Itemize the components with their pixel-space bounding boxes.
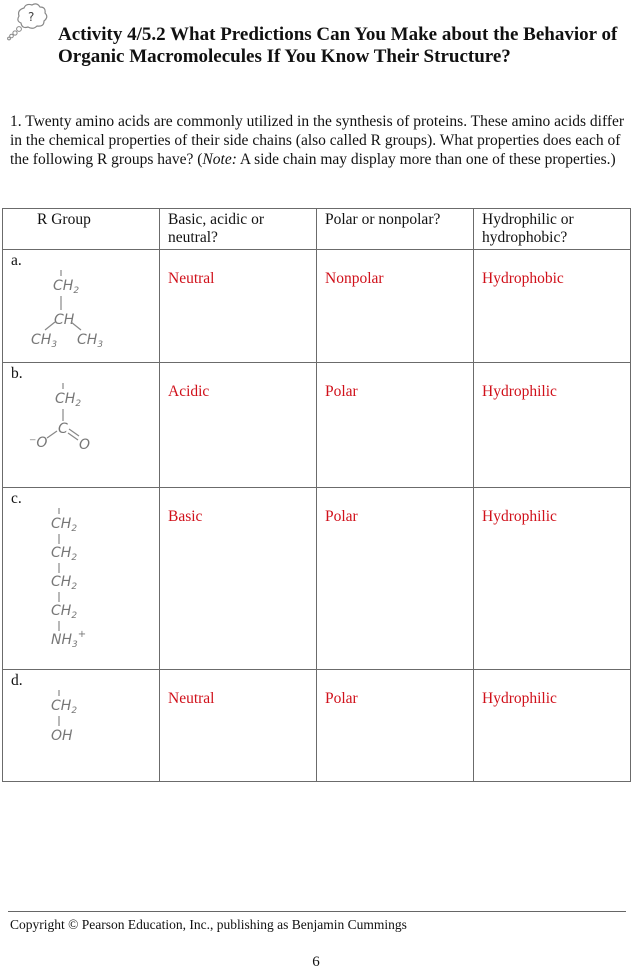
- answer-charge: Neutral: [168, 690, 215, 707]
- question-text: [10, 112, 625, 169]
- svg-text:CH2: $CH_2$: [55, 391, 82, 409]
- question-text-part: 1. Twenty amino acids are commonly utilized in the synthesis of proteins. These amino acids differ in the chemical properties of their side chains (also called R groups). What properties does each of the following R groups have? (: [10, 113, 625, 168]
- table-row: [3, 488, 631, 670]
- page-number: 6: [312, 954, 320, 970]
- svg-text:NH3+: $NH_3^+$: [51, 629, 87, 650]
- r-group-table: [2, 208, 631, 782]
- answer-charge: Acidic: [168, 383, 210, 400]
- answer-water: Hydrophobic: [482, 270, 564, 287]
- svg-text:CH2: $CH_2$: [51, 698, 78, 716]
- copyright-text: Copyright © Pearson Education, Inc., publishing as Benjamin Cummings: [10, 917, 407, 932]
- answer-polarity: Polar: [325, 508, 358, 525]
- svg-text:O: O: [79, 437, 91, 453]
- answer-water: Hydrophilic: [482, 383, 557, 400]
- svg-text:CH3: $CH_3$: [31, 332, 58, 350]
- water-cell: [474, 670, 631, 782]
- water-cell: [474, 488, 631, 670]
- structure-carboxylate: [11, 383, 131, 453]
- svg-text:OH: OH: [51, 728, 73, 744]
- row-label: a.: [11, 252, 22, 269]
- charge-cell: [160, 250, 317, 363]
- answer-polarity: Polar: [325, 690, 358, 707]
- svg-text:CH3: $CH_3$: [77, 332, 104, 350]
- table-header-row: [3, 209, 631, 250]
- activity-title: Activity 4/5.2 What Predictions Can You Make about the Behavior of Organic Macromolecules If You Know Their Structure?: [58, 24, 618, 67]
- charge-cell: [160, 488, 317, 670]
- table-row: [3, 670, 631, 782]
- answer-water: Hydrophilic: [482, 690, 557, 707]
- polarity-cell: [317, 670, 474, 782]
- footer-divider: [8, 911, 626, 912]
- header-r-group: R Group: [3, 209, 160, 250]
- table-row: [3, 250, 631, 363]
- svg-text:C: C: [58, 421, 68, 437]
- svg-text:CH2: $CH_2$: [51, 545, 78, 563]
- r-group-cell: [3, 488, 160, 670]
- answer-polarity: Nonpolar: [325, 270, 384, 287]
- svg-text:CH2: $CH_2$: [51, 574, 78, 592]
- header-polarity: Polar or nonpolar?: [317, 209, 474, 250]
- r-group-cell: [3, 250, 160, 363]
- table-row: [3, 363, 631, 488]
- structure-isobutyl: [11, 270, 131, 350]
- row-label: c.: [11, 490, 22, 507]
- polarity-cell: [317, 488, 474, 670]
- row-label: b.: [11, 365, 23, 382]
- header-water: Hydrophilic or hydrophobic?: [474, 209, 631, 250]
- header-charge: Basic, acidic or neutral?: [160, 209, 317, 250]
- r-group-cell: [3, 363, 160, 488]
- thought-bubble-question-icon: [6, 2, 52, 44]
- svg-text:CH2: $CH_2$: [51, 516, 78, 534]
- answer-charge: Basic: [168, 508, 203, 525]
- note-label: Note:: [202, 151, 237, 168]
- charge-cell: [160, 670, 317, 782]
- structure-hydroxymethyl: [11, 690, 131, 750]
- answer-polarity: Polar: [325, 383, 358, 400]
- row-label: d.: [11, 672, 23, 689]
- answer-charge: Neutral: [168, 270, 215, 287]
- polarity-cell: [317, 250, 474, 363]
- answer-water: Hydrophilic: [482, 508, 557, 525]
- svg-text:⁻O: ⁻O: [29, 435, 48, 451]
- svg-text:CH2: $CH_2$: [51, 603, 78, 621]
- svg-text:CH: CH: [54, 312, 75, 328]
- svg-text:CH2: $CH_2$: [53, 278, 80, 296]
- structure-lysine-chain: [11, 508, 131, 658]
- polarity-cell: [317, 363, 474, 488]
- charge-cell: [160, 363, 317, 488]
- water-cell: [474, 250, 631, 363]
- r-group-cell: [3, 670, 160, 782]
- svg-text:?: ?: [28, 10, 35, 24]
- water-cell: [474, 363, 631, 488]
- question-text-part: A side chain may display more than one of these properties.): [236, 151, 616, 168]
